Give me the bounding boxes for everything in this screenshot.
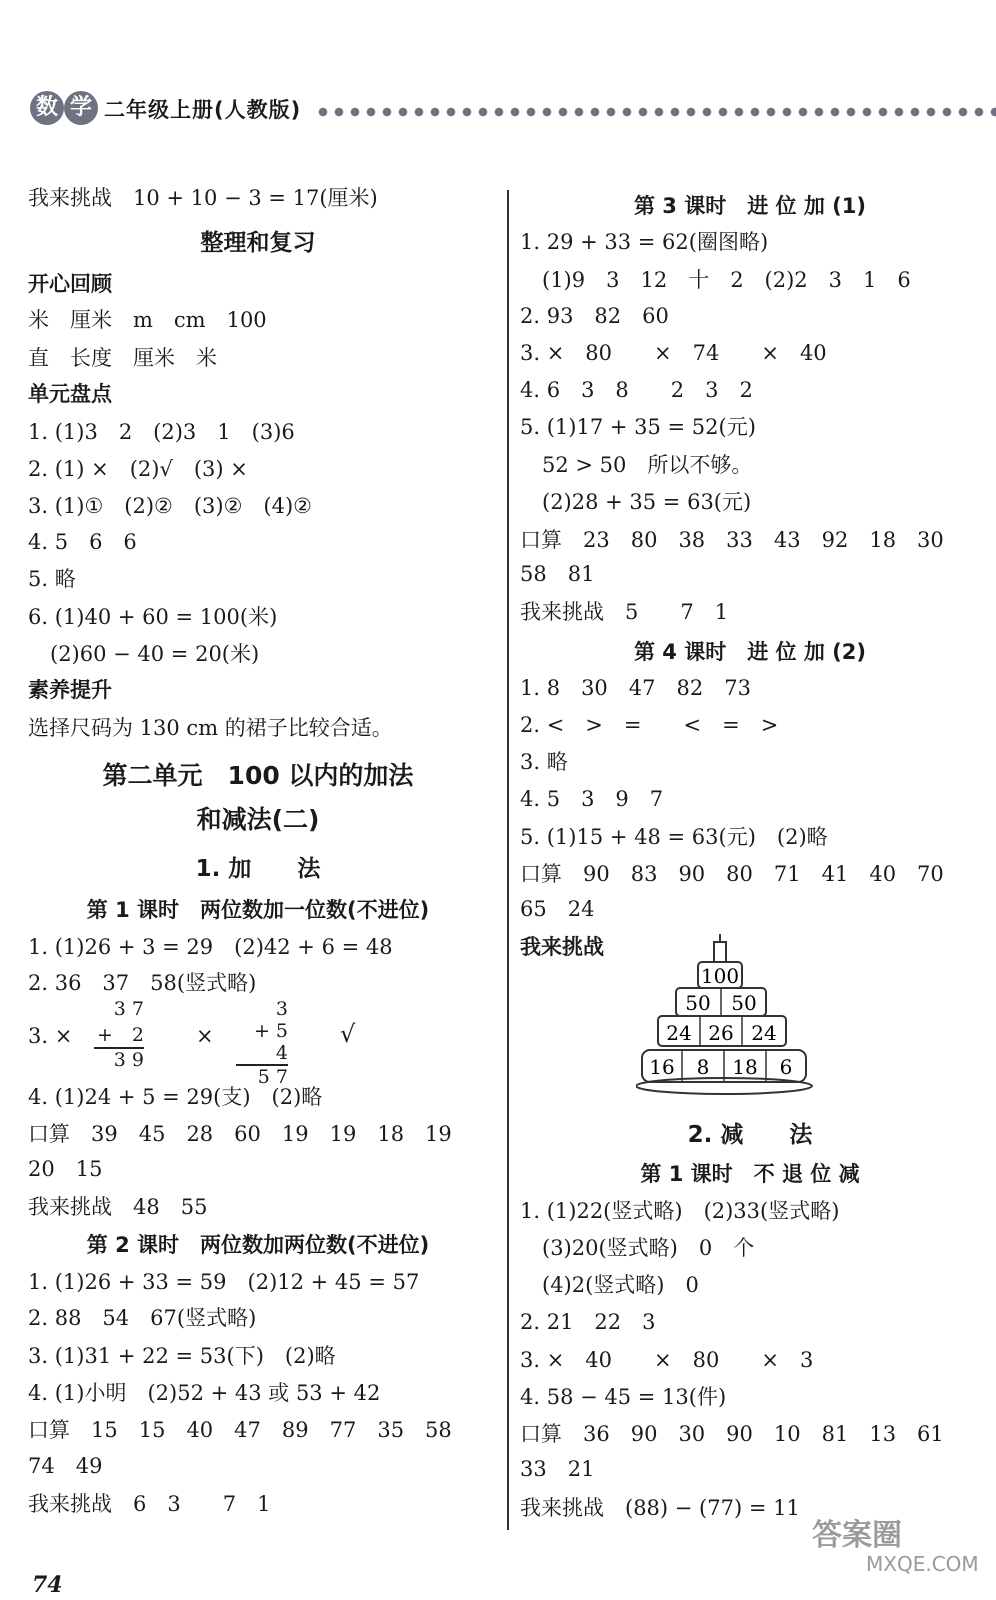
text-line: 4. (1)24 + 5 = 29(支) (2)略 xyxy=(28,1085,323,1109)
book-title: 二年级上册(人教版) xyxy=(104,98,302,122)
column-divider xyxy=(507,190,509,1530)
vertical-top: 3 7 xyxy=(113,998,144,1020)
subheading: 我来挑战 xyxy=(520,935,604,959)
cake-number: 24 xyxy=(666,1021,692,1045)
text-line: 直 长度 厘米 米 xyxy=(28,346,217,370)
text-line: 20 15 xyxy=(28,1157,103,1181)
vertical-mid: + 2 xyxy=(94,1020,144,1049)
text-line: 我来挑战 6 3 7 1 xyxy=(28,1492,271,1516)
page-number: 74 xyxy=(32,1572,63,1598)
text-line: 2. 36 37 58(竖式略) xyxy=(28,971,257,995)
text-line: 我来挑战 (88) − (77) = 11 xyxy=(520,1496,800,1520)
cake-number: 100 xyxy=(700,964,740,988)
text-line: 5. 略 xyxy=(28,567,76,591)
lesson-heading: 第 2 课时 两位数加两位数(不进位) xyxy=(86,1233,430,1257)
text-line: 口算 90 83 90 80 71 41 40 70 xyxy=(520,862,944,886)
vertical-calc-1 xyxy=(94,998,144,1071)
text-line: 33 21 xyxy=(520,1457,595,1481)
subheading: 开心回顾 xyxy=(28,272,112,296)
text-line: 3. (1)31 + 22 = 53(下) (2)略 xyxy=(28,1344,336,1368)
text-line: 4. 5 3 9 7 xyxy=(520,787,664,811)
text-line: 4. 5 6 6 xyxy=(28,530,137,554)
candle xyxy=(714,942,726,962)
text-line: (3)20(竖式略) 0 个 xyxy=(542,1236,755,1260)
subject-badge-1: 数 xyxy=(30,91,64,125)
text-line: 58 81 xyxy=(520,562,595,586)
vertical-top: 3 xyxy=(275,998,288,1020)
text-line: 3. 略 xyxy=(520,750,568,774)
text-line: 2. 21 22 3 xyxy=(520,1310,656,1334)
cake-number: 16 xyxy=(649,1055,675,1079)
text-line: (1)9 3 12 十 2 (2)2 3 1 6 xyxy=(542,268,911,292)
watermark-url: MXQE.COM xyxy=(866,1552,979,1576)
text-line: 65 24 xyxy=(520,897,595,921)
subheading: 单元盘点 xyxy=(28,382,112,406)
text-line: (2)60 − 40 = 20(米) xyxy=(50,642,260,666)
text-line: 1. (1)26 + 3 = 29 (2)42 + 6 = 48 xyxy=(28,935,393,959)
text-line: 口算 36 90 30 90 10 81 13 61 xyxy=(520,1422,944,1446)
text-line: 米 厘米 m cm 100 xyxy=(28,308,267,332)
section-heading: 整理和复习 xyxy=(200,230,316,256)
text-line: 我来挑战 10 + 10 − 3 = 17(厘米) xyxy=(28,186,378,210)
text-line: 2. (1) × (2)√ (3) × xyxy=(28,457,248,481)
lesson-heading: 第 3 课时 进 位 加 (1) xyxy=(634,194,866,218)
text-line: 3. × 80 × 74 × 40 xyxy=(520,341,827,365)
text-line: 5. (1)17 + 35 = 52(元) xyxy=(520,415,756,439)
unit-title-cont: 和减法(二) xyxy=(196,805,320,834)
vertical-bot: 5 7 xyxy=(257,1066,288,1088)
text-line: 1. 8 30 47 82 73 xyxy=(520,676,751,700)
text-line: 74 49 xyxy=(28,1454,103,1478)
cake-number: 18 xyxy=(732,1055,758,1079)
lesson-heading: 第 1 课时 不 退 位 减 xyxy=(640,1162,860,1186)
text-line: 2. 88 54 67(竖式略) xyxy=(28,1306,257,1330)
text-line: 口算 23 80 38 33 43 92 18 30 xyxy=(520,528,944,552)
text-line: 3. (1)① (2)② (3)② (4)② xyxy=(28,494,313,518)
subject-badge-2: 学 xyxy=(64,91,98,125)
text-line: 5. (1)15 + 48 = 63(元) (2)略 xyxy=(520,825,828,849)
text-line: 口算 39 45 28 60 19 19 18 19 xyxy=(28,1122,452,1146)
cake-number: 6 xyxy=(779,1055,793,1079)
section-heading: 2. 减 法 xyxy=(687,1122,813,1148)
cake-number: 8 xyxy=(696,1055,710,1079)
text-line: 我来挑战 48 55 xyxy=(28,1195,208,1219)
text-line: 选择尺码为 130 cm 的裙子比较合适。 xyxy=(28,716,393,740)
text-line: 1. 29 + 33 = 62(圈图略) xyxy=(520,230,769,254)
text-line: (4)2(竖式略) 0 xyxy=(542,1273,699,1297)
vertical-bot: 3 9 xyxy=(113,1049,144,1071)
text-line: 4. (1)小明 (2)52 + 43 或 53 + 42 xyxy=(28,1381,381,1405)
lesson-heading: 第 4 课时 进 位 加 (2) xyxy=(634,640,866,664)
text-line: 6. (1)40 + 60 = 100(米) xyxy=(28,605,278,629)
text-line: 口算 15 15 40 47 89 77 35 58 xyxy=(28,1418,452,1442)
text-line: 3. × 40 × 80 × 3 xyxy=(520,1348,814,1372)
text-line: 4. 58 − 45 = 13(件) xyxy=(520,1385,727,1409)
cake-number: 24 xyxy=(751,1021,777,1045)
text-line: √ xyxy=(340,1020,356,1048)
vertical-mid: + 5 4 xyxy=(236,1020,288,1066)
text-line: 1. (1)22(竖式略) (2)33(竖式略) xyxy=(520,1199,840,1223)
text-line: 52 > 50 所以不够。 xyxy=(542,453,753,477)
text-line: × xyxy=(196,1024,214,1048)
vertical-calc-2 xyxy=(236,998,288,1088)
cake-number: 50 xyxy=(731,991,757,1015)
text-line: 1. (1)3 2 (2)3 1 (3)6 xyxy=(28,420,295,444)
subheading: 素养提升 xyxy=(28,678,112,702)
unit-title: 第二单元 100 以内的加法 xyxy=(102,761,414,790)
text-line: 我来挑战 5 7 1 xyxy=(520,600,729,624)
watermark-logo: 答案圈 xyxy=(812,1518,902,1553)
page-header xyxy=(30,88,970,138)
section-heading: 1. 加 法 xyxy=(195,856,321,882)
text-line: 2. < > = < = > xyxy=(520,713,779,737)
cake-puzzle-illustration xyxy=(636,928,820,1098)
text-line: 4. 6 3 8 2 3 2 xyxy=(520,378,753,402)
cake-number: 50 xyxy=(685,991,711,1015)
text-line: 2. 93 82 60 xyxy=(520,304,669,328)
text-line: 3. × xyxy=(28,1024,73,1048)
text-line: 1. (1)26 + 33 = 59 (2)12 + 45 = 57 xyxy=(28,1270,420,1294)
header-dots-decoration xyxy=(315,106,996,118)
lesson-heading: 第 1 课时 两位数加一位数(不进位) xyxy=(86,898,430,922)
text-line: (2)28 + 35 = 63(元) xyxy=(542,490,752,514)
cake-number: 26 xyxy=(708,1021,734,1045)
